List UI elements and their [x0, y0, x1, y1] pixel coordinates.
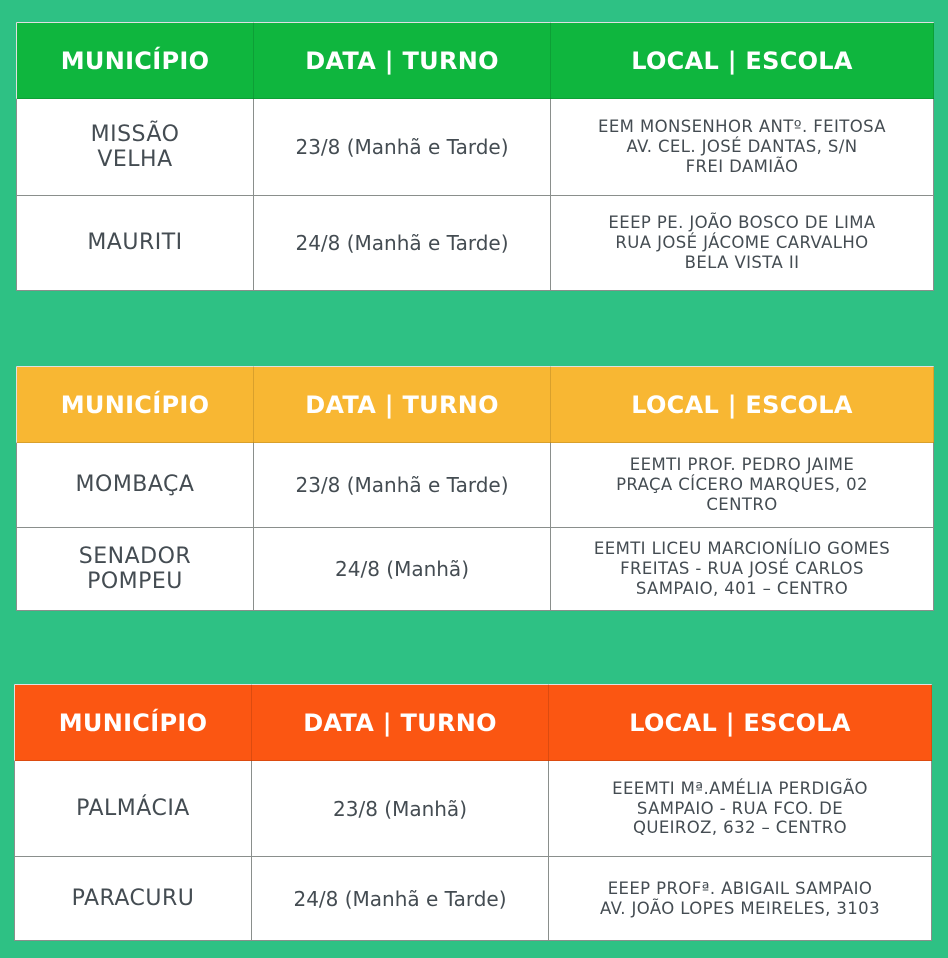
- header-data-turno: DATA | TURNO: [254, 23, 551, 99]
- local-line: EEEMTI Mª.AMÉLIA PERDIGÃO: [612, 778, 868, 798]
- schedule-table-1: [16, 22, 934, 291]
- table-row: [15, 857, 932, 941]
- local-line: BELA VISTA II: [684, 252, 800, 272]
- municipio-cell: MAURITI: [17, 196, 254, 291]
- header-local-escola: LOCAL | ESCOLA: [549, 685, 932, 761]
- header-data-turno: DATA | TURNO: [252, 685, 549, 761]
- header-municipio: MUNICÍPIO: [17, 23, 254, 99]
- schedule-table-3: [14, 684, 932, 941]
- data-turno-cell: 23/8 (Manhã): [252, 761, 549, 857]
- table-row: [17, 99, 934, 196]
- local-line: FREITAS - RUA JOSÉ CARLOS: [620, 559, 864, 579]
- local-escola-cell: [551, 443, 934, 528]
- municipio-cell: MOMBAÇA: [17, 443, 254, 528]
- table-header-row: [15, 685, 932, 761]
- local-line: SAMPAIO, 401 – CENTRO: [635, 578, 849, 598]
- header-municipio: MUNICÍPIO: [17, 367, 254, 443]
- local-escola-cell: [549, 761, 932, 857]
- local-escola-cell: [551, 528, 934, 611]
- table-row: [17, 196, 934, 291]
- local-escola-cell: [549, 857, 932, 941]
- header-local-escola: LOCAL | ESCOLA: [551, 367, 934, 443]
- local-escola-cell: [551, 99, 934, 196]
- table-row: [15, 761, 932, 857]
- data-turno-cell: 24/8 (Manhã e Tarde): [252, 857, 549, 941]
- local-line: EEMTI LICEU MARCIONÍLIO GOMES: [593, 539, 891, 559]
- local-line: CENTRO: [706, 494, 778, 514]
- municipio-cell: PALMÁCIA: [15, 761, 252, 857]
- local-line: SAMPAIO - RUA FCO. DE: [636, 798, 844, 818]
- data-turno-cell: 24/8 (Manhã): [254, 528, 551, 611]
- header-data-turno: DATA | TURNO: [254, 367, 551, 443]
- table-row: [17, 443, 934, 528]
- local-line: EEM MONSENHOR ANTº. FEITOSA: [598, 117, 886, 137]
- local-line: EEEP PROFª. ABIGAIL SAMPAIO: [607, 878, 873, 898]
- local-line: EEEP PE. JOÃO BOSCO DE LIMA: [608, 213, 876, 233]
- municipio-cell: PARACURU: [15, 857, 252, 941]
- municipio-cell: SENADOR POMPEU: [17, 528, 254, 611]
- data-turno-cell: 24/8 (Manhã e Tarde): [254, 196, 551, 291]
- local-line: FREI DAMIÃO: [685, 156, 799, 176]
- data-turno-cell: 23/8 (Manhã e Tarde): [254, 443, 551, 528]
- local-line: AV. JOÃO LOPES MEIRELES, 3103: [600, 898, 880, 918]
- local-line: EEMTI PROF. PEDRO JAIME: [629, 455, 855, 475]
- local-line: RUA JOSÉ JÁCOME CARVALHO: [615, 233, 869, 253]
- table-header-row: [17, 367, 934, 443]
- local-escola-cell: [551, 196, 934, 291]
- municipio-cell: MISSÃO VELHA: [17, 99, 254, 196]
- schedule-table-2: [16, 366, 934, 611]
- table-row: [17, 528, 934, 611]
- header-local-escola: LOCAL | ESCOLA: [551, 23, 934, 99]
- table-header-row: [17, 23, 934, 99]
- data-turno-cell: 23/8 (Manhã e Tarde): [254, 99, 551, 196]
- local-line: AV. CEL. JOSÉ DANTAS, S/N: [626, 137, 858, 157]
- header-municipio: MUNICÍPIO: [15, 685, 252, 761]
- local-line: PRAÇA CÍCERO MARQUES, 02: [616, 475, 868, 495]
- local-line: QUEIROZ, 632 – CENTRO: [632, 818, 848, 838]
